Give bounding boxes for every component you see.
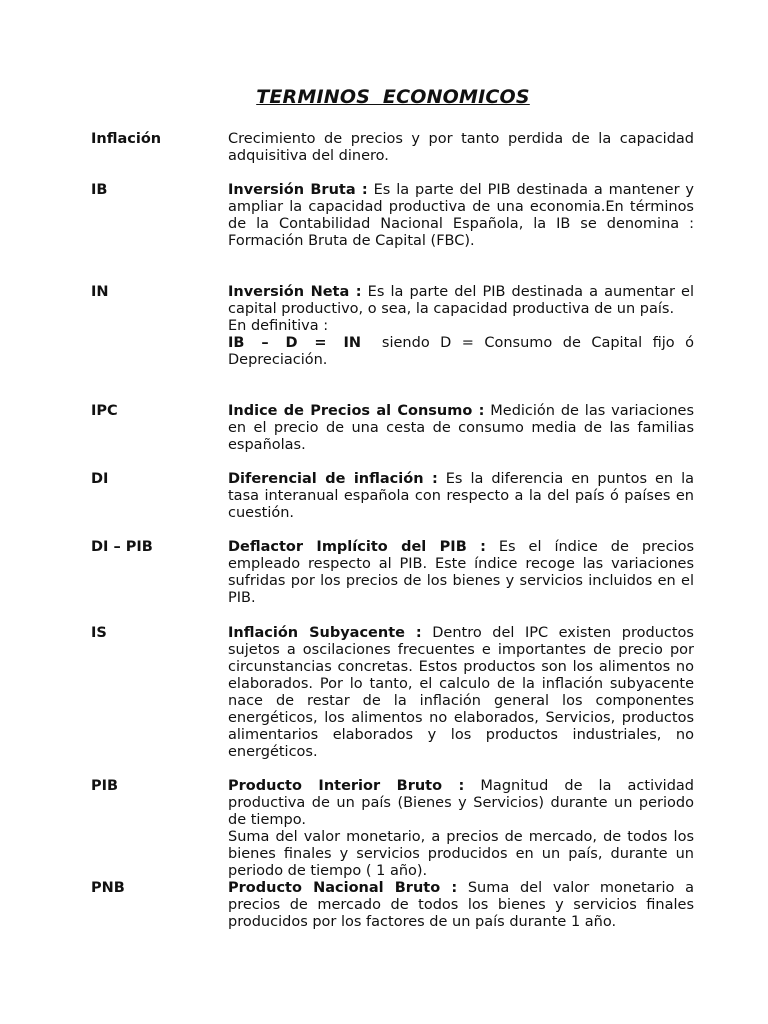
term-label: PIB bbox=[91, 778, 119, 794]
definition-lead: Inversión Neta : bbox=[228, 284, 362, 300]
term-label: Inflación bbox=[91, 131, 162, 147]
definition-lead: Inversión Bruta : bbox=[228, 182, 368, 198]
term-label: DI bbox=[91, 471, 109, 487]
formula: IB – D = IN bbox=[228, 335, 361, 351]
term-definition bbox=[228, 131, 694, 165]
definition-text: Dentro del IPC existen productos sujetos a oscilaciones frecuentes e importantes de precio por circunstancias concretas. Estos productos son los alimentos no elaborados. Por lo tanto, el calculo de la inflación subyacente nace de restar de la inflación general los componentes energéticos, los alimentos no elaborados, Servicios, productos alimentarios elaborados y los productos industriales, no energéticos. bbox=[228, 625, 694, 760]
definition-note: En definitiva : bbox=[228, 318, 329, 334]
term-definition bbox=[228, 625, 694, 761]
term-definition bbox=[228, 880, 694, 931]
definition-text: Crecimiento de precios y por tanto perdida de la capacidad adquisitiva del dinero. bbox=[228, 131, 694, 164]
definition-note: Suma del valor monetario, a precios de mercado, de todos los bienes finales y servicios producidos en un país, durante un periodo de tiempo ( 1 año). bbox=[228, 829, 694, 879]
formula-text: siendo D = Consumo de Capital fijo ó Depreciación. bbox=[228, 335, 694, 368]
term-definition bbox=[228, 182, 694, 250]
definition-text: Es la parte del PIB destinada a mantener y ampliar la capacidad productiva de una economia.En términos de la Contabilidad Nacional Española, la IB se denomina : Formación Bruta de Capital (FBC). bbox=[228, 182, 695, 249]
term-label: IPC bbox=[91, 403, 118, 419]
term-label: PNB bbox=[91, 880, 125, 896]
definition-text: Es la diferencia en puntos en la tasa interanual española con respecto a la del país ó países en cuestión. bbox=[228, 471, 695, 521]
definition-text: Es el índice de precios empleado respecto al PIB. Este índice recoge las variaciones sufridas por los precios de los bienes y servicios incluidos en el PIB. bbox=[228, 539, 695, 606]
term-label: DI – PIB bbox=[91, 539, 153, 555]
term-definition bbox=[228, 539, 694, 607]
term-label: IN bbox=[91, 284, 109, 300]
definition-lead: Inflación Subyacente : bbox=[228, 625, 422, 641]
term-label: IS bbox=[91, 625, 107, 641]
definition-text: Es la parte del PIB destinada a aumentar el capital productivo, o sea, la capacidad productiva de un país. bbox=[228, 284, 694, 317]
definition-lead: Producto Nacional Bruto : bbox=[228, 880, 458, 896]
term-definition bbox=[228, 471, 694, 522]
term-definition bbox=[228, 778, 694, 880]
term-definition bbox=[228, 403, 694, 454]
page-title: TERMINOS ECONOMICOS bbox=[256, 86, 530, 108]
definition-text: Magnitud de la actividad productiva de un país (Bienes y Servicios) durante un periodo de tiempo. bbox=[228, 778, 695, 828]
term-definition bbox=[228, 284, 694, 369]
definition-lead: Producto Interior Bruto : bbox=[228, 778, 465, 794]
definition-text: Suma del valor monetario a precios de mercado de todos los bienes y servicios finales producidos por los factores de un país durante 1 año. bbox=[228, 880, 694, 930]
definition-lead: Deflactor Implícito del PIB : bbox=[228, 539, 486, 555]
definition-lead: Indice de Precios al Consumo : bbox=[228, 403, 485, 419]
term-label: IB bbox=[91, 182, 108, 198]
definition-text: Medición de las variaciones en el precio de una cesta de consumo media de las familias españolas. bbox=[228, 403, 695, 453]
definition-lead: Diferencial de inflación : bbox=[228, 471, 438, 487]
